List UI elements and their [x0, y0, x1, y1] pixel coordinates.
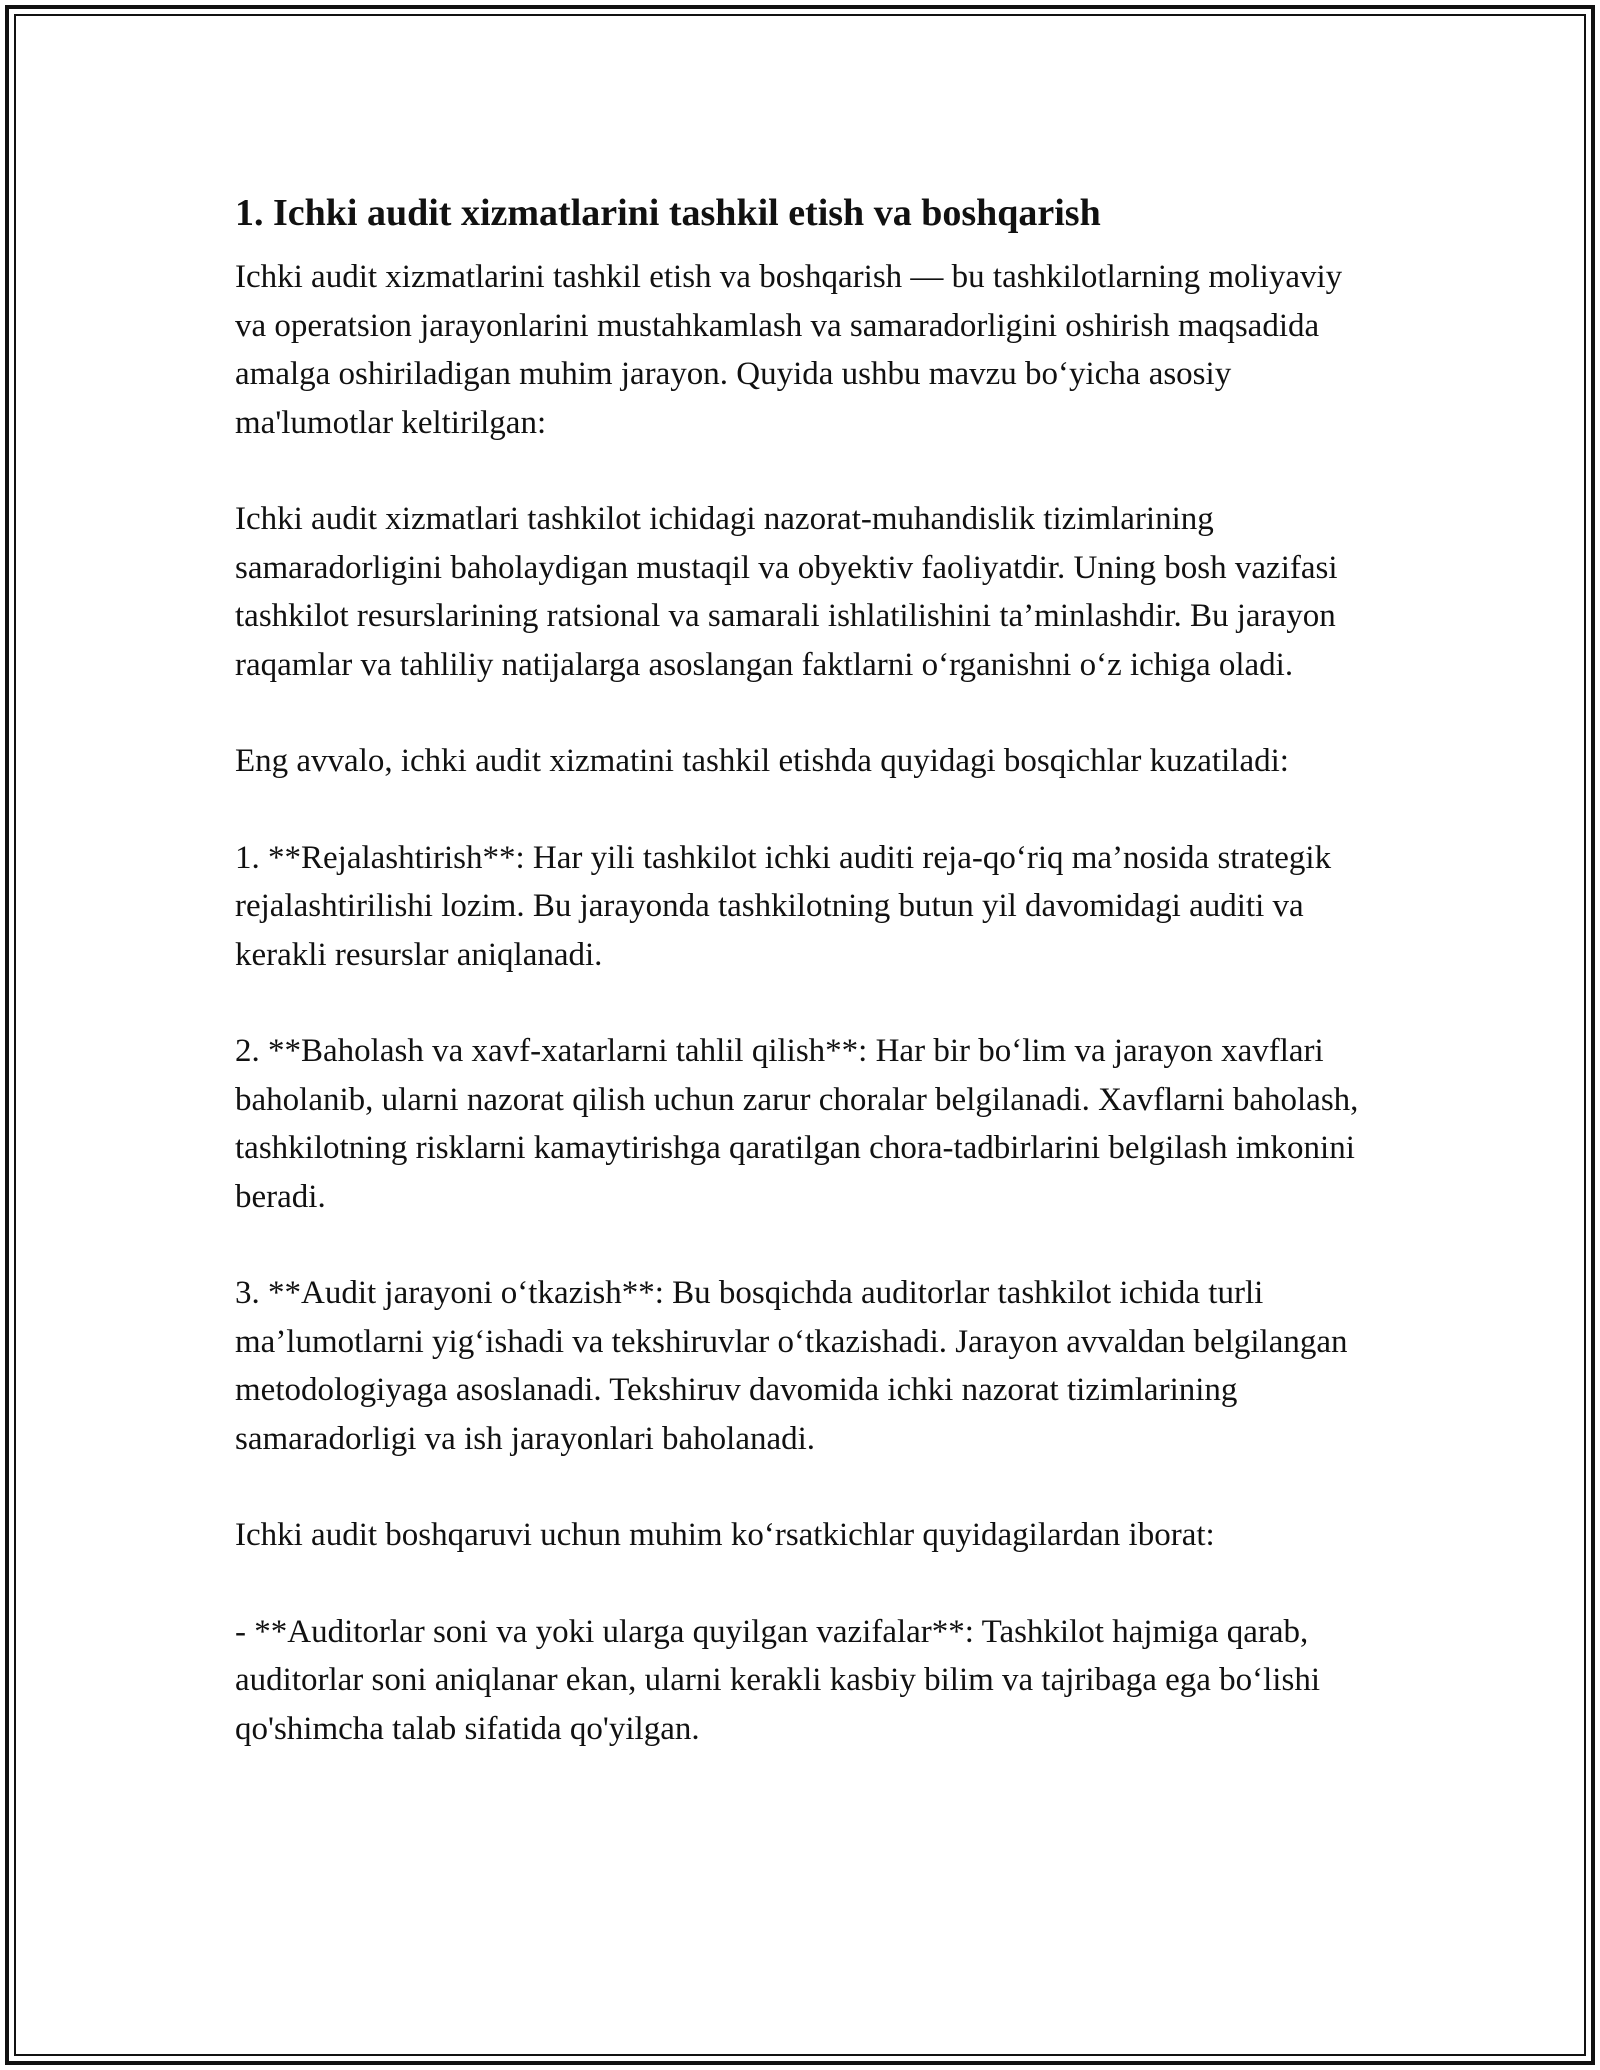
paragraph-definition: Ichki audit xizmatlari tashkilot ichidagi nazorat-muhandislik tizimlarining samaradorligini baholaydigan mustaqil va obyektiv faoliyatdir. Uning bosh vazifasi tashkilot resurslarining ratsional va samarali ishlatilishini ta’minlashdir. Bu jarayon raqamlar va tahliliy natijalarga asoslangan faktlarni o‘rganishni o‘z ichiga oladi.: [235, 501, 1338, 683]
paragraph-stage-planning: 1. **Rejalashtirish**: Har yili tashkilot ichki auditi reja-qo‘riq ma’nosida strategik rejalashtirilishi lozim. Bu jarayonda tashkilotning butun yil davomidagi auditi va kerakli resurslar aniqlanadi.: [235, 839, 1332, 973]
paragraph-intro: Ichki audit xizmatlarini tashkil etish va boshqarish — bu tashkilotlarning moliyaviy va operatsion jarayonlarini mustahkamlash va samaradorligini oshirish maqsadida amalga oshiriladigan muhim jarayon. Quyida ushbu mavzu bo‘yicha asosiy ma'lumotlar keltirilgan:: [235, 259, 1343, 441]
paragraph-stage-risk-assessment: 2. **Baholash va xavf-xatarlarni tahlil qilish**: Har bir bo‘lim va jarayon xavflari baholanib, ularni nazorat qilish uchun zarur choralar belgilanadi. Xavflarni baholash, tashkilotning risklarni kamaytirishga qaratilgan chora-tadbirlarini belgilash imkonini beradi.: [235, 1033, 1359, 1215]
document-title: 1. Ichki audit xizmatlarini tashkil etish va boshqarish: [235, 192, 1101, 234]
document-body: [235, 185, 1365, 1753]
paragraph-stage-audit-process: 3. **Audit jarayoni o‘tkazish**: Bu bosqichda auditorlar tashkilot ichida turli ma’lumotlarni yig‘ishadi va tekshiruvlar o‘tkazishadi. Jarayon avvaldan belgilangan metodologiyaga asoslanadi. Tekshiruv davomida ichki nazorat tizimlarining samaradorligi va ish jarayonlari baholanadi.: [235, 1275, 1348, 1457]
paragraph-indicator-auditors: - **Auditorlar soni va yoki ularga quyilgan vazifalar**: Tashkilot hajmiga qarab, auditorlar soni aniqlanar ekan, ularni kerakli kasbiy bilim va tajribaga ega bo‘lishi qo'shimcha talab sifatida qo'yilgan.: [235, 1613, 1320, 1747]
paragraph-stages-intro: Eng avvalo, ichki audit xizmatini tashkil etishda quyidagi bosqichlar kuzatiladi:: [235, 743, 1289, 779]
paragraph-indicators-intro: Ichki audit boshqaruvi uchun muhim ko‘rsatkichlar quyidagilardan iborat:: [235, 1517, 1215, 1553]
